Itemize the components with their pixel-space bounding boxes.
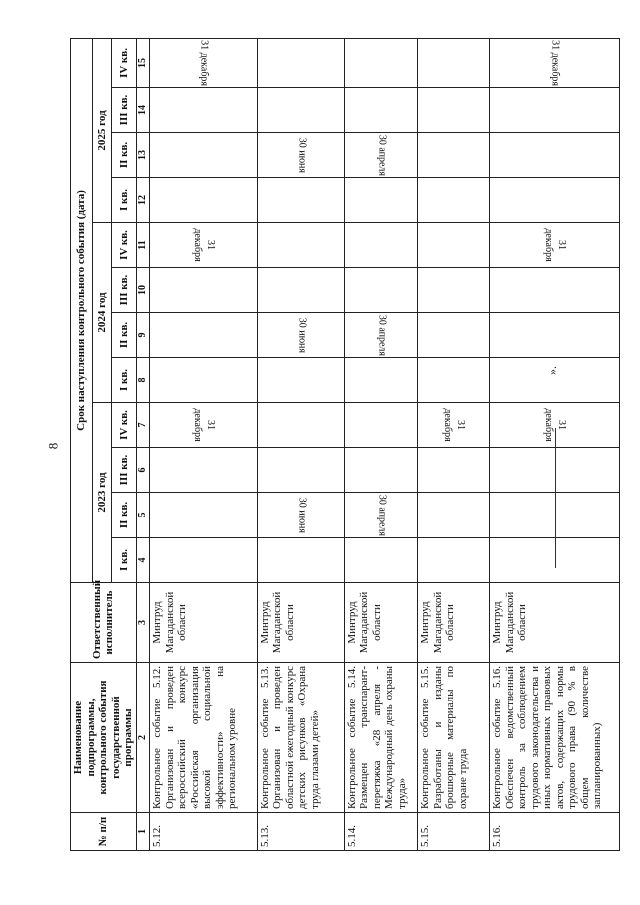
row-number: 5.13. (257, 813, 344, 851)
column-number: 10 (136, 268, 150, 313)
column-number: 8 (136, 358, 150, 403)
event-date (150, 403, 258, 448)
event-date (490, 178, 619, 223)
column-number: 14 (136, 88, 150, 133)
event-date-text: 30 июня (296, 317, 307, 353)
event-date (418, 133, 490, 178)
event-date (344, 38, 417, 87)
event-date-text: 30 июня (296, 497, 307, 533)
event-date (418, 448, 490, 493)
event-date (150, 38, 258, 87)
control-events-table-wrapper (70, 39, 608, 851)
table-row (418, 38, 490, 850)
signature-line (555, 428, 556, 568)
event-date (418, 38, 490, 87)
header-year-2025: 2025 год (92, 38, 111, 222)
header-quarter: III кв. (112, 268, 136, 313)
event-date (257, 493, 344, 538)
event-date-text: 30 апреля (376, 314, 388, 356)
event-date (344, 133, 417, 178)
event-date (150, 493, 258, 538)
header-name: Наименование подпрограммы, контрольного события государственной программы (71, 663, 137, 813)
header-quarter: IV кв. (112, 403, 136, 448)
event-date (150, 88, 258, 133)
event-date (150, 223, 258, 268)
row-number: 5.16. (490, 813, 619, 851)
event-date (344, 403, 417, 448)
column-number-row (136, 38, 150, 850)
event-name: Контрольное событие 5.13. Организован и проведен областной ежегодный конкурс детских рисунков «Охрана труда глазами детей» (257, 663, 344, 813)
event-date-text: 30 июня (296, 137, 307, 173)
table-row (257, 38, 344, 850)
header-quarter: IV кв. (112, 223, 136, 268)
event-date-text: 30 апреля (376, 134, 388, 176)
event-date (257, 268, 344, 313)
event-date-text: 31 декабря (192, 228, 216, 262)
event-date (490, 358, 619, 403)
event-date-text: 31 декабря (442, 408, 467, 442)
event-date (418, 538, 490, 583)
header-quarter: II кв. (112, 313, 136, 358)
event-date (418, 223, 490, 268)
event-date (344, 178, 417, 223)
executor: Минтруд Магаданской области (418, 583, 490, 663)
event-date (344, 448, 417, 493)
event-date (490, 223, 619, 268)
column-number: 11 (136, 223, 150, 268)
event-date (344, 358, 417, 403)
event-date (344, 268, 417, 313)
event-date-text: 31 декабря (198, 40, 210, 86)
header-num: № п/п (71, 813, 137, 851)
event-name: Контрольное событие 5.12. Организован и проведен всероссийский конкурс «Российская организация высокой социальной эффективности» на региональном уровне (150, 663, 258, 813)
header-quarter: III кв. (112, 88, 136, 133)
event-date (344, 493, 417, 538)
event-date (150, 538, 258, 583)
header-executor: Ответственный исполнитель (71, 583, 137, 663)
event-date (257, 403, 344, 448)
event-date (490, 133, 619, 178)
event-date (257, 223, 344, 268)
event-date-text: 31 декабря (543, 228, 567, 262)
event-date (490, 268, 619, 313)
control-events-table (70, 38, 620, 851)
event-date (418, 88, 490, 133)
header-quarter: II кв. (112, 133, 136, 178)
event-name: Контрольное событие 5.16. Обеспечен ведомственный контроль за соблюдением трудового законодательства и иных нормативных правовых актов, содержащих нормы трудового права (90 % в общем количестве запланированных) (490, 663, 619, 813)
event-date (257, 448, 344, 493)
header-quarter: I кв. (112, 178, 136, 223)
closing-quote: ». (545, 366, 559, 375)
event-date (257, 133, 344, 178)
event-date-text: 30 апреля (376, 494, 388, 536)
event-date (418, 493, 490, 538)
row-number: 5.12. (150, 813, 258, 851)
header-year-2023: 2023 год (92, 403, 111, 583)
executor: Минтруд Магаданской области (490, 583, 619, 663)
event-date (257, 38, 344, 87)
event-date (257, 538, 344, 583)
column-number: 1 (136, 813, 150, 851)
page-number: 8 (45, 442, 61, 450)
column-number: 4 (136, 538, 150, 583)
column-number: 9 (136, 313, 150, 358)
column-number: 5 (136, 493, 150, 538)
header-quarter: I кв. (112, 358, 136, 403)
header-quarter: III кв. (112, 448, 136, 493)
event-date (150, 358, 258, 403)
executor: Минтруд Магаданской области (257, 583, 344, 663)
column-number: 3 (136, 583, 150, 663)
event-date (418, 403, 490, 448)
event-date (418, 178, 490, 223)
event-date (344, 223, 417, 268)
column-number: 2 (136, 663, 150, 813)
event-date (257, 88, 344, 133)
header-term: Срок наступления контрольного события (дата) (71, 38, 93, 582)
event-date-text: 31 декабря (543, 408, 567, 442)
event-date-text: 31 декабря (549, 40, 561, 86)
event-date (418, 268, 490, 313)
event-date (150, 178, 258, 223)
event-name: Контрольное событие 5.14. Размещен транспарант-перетяжка «28 апреля - Международный день охраны труда» (344, 663, 417, 813)
event-date (344, 313, 417, 358)
event-date (344, 88, 417, 133)
table-row (150, 38, 258, 850)
event-date (150, 268, 258, 313)
event-date (418, 313, 490, 358)
event-date (150, 313, 258, 358)
event-date (150, 448, 258, 493)
event-date (490, 313, 619, 358)
event-date (490, 38, 619, 87)
row-number: 5.14. (344, 813, 417, 851)
column-number: 15 (136, 38, 150, 87)
executor: Минтруд Магаданской области (344, 583, 417, 663)
event-date (257, 358, 344, 403)
executor: Минтруд Магаданской области (150, 583, 258, 663)
row-number: 5.15. (418, 813, 490, 851)
column-number: 13 (136, 133, 150, 178)
event-date (418, 358, 490, 403)
header-year-2024: 2024 год (92, 223, 111, 403)
event-name: Контрольное событие 5.15. Разработаны и изданы брошюрные материалы по охране труда (418, 663, 490, 813)
table-row (344, 38, 417, 850)
header-quarter: I кв. (112, 538, 136, 583)
header-quarter: IV кв. (112, 38, 136, 87)
column-number: 7 (136, 403, 150, 448)
column-number: 6 (136, 448, 150, 493)
event-date-text: 31 декабря (192, 408, 216, 442)
column-number: 12 (136, 178, 150, 223)
header-quarter: II кв. (112, 493, 136, 538)
event-date (150, 133, 258, 178)
event-date (344, 538, 417, 583)
event-date (257, 313, 344, 358)
event-date (490, 88, 619, 133)
event-date (257, 178, 344, 223)
